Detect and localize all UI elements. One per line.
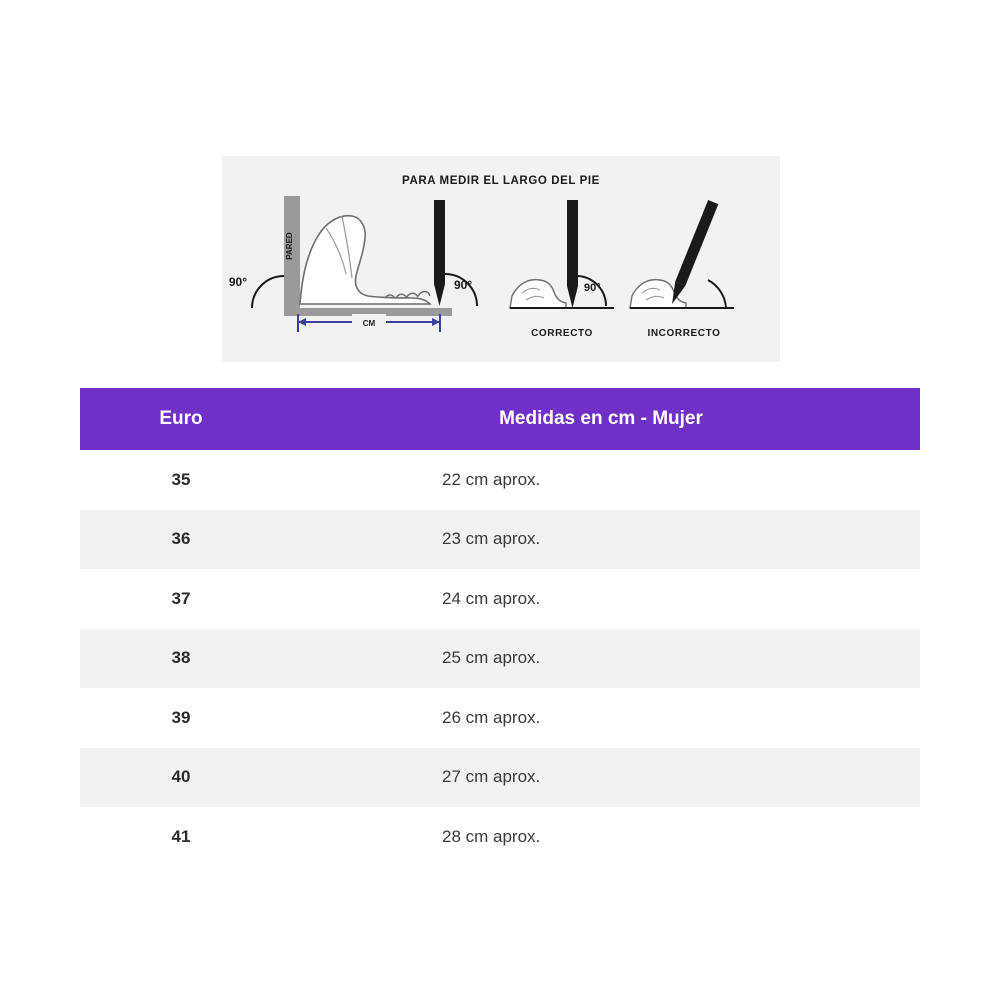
correct-scene [510,200,614,308]
cell-euro: 36 [80,510,282,570]
cell-measure: 22 cm aprox. [282,450,920,510]
table-row [80,688,920,748]
correct-label: CORRECTO [531,328,593,339]
cell-euro: 40 [80,748,282,808]
foot-outline [300,216,430,304]
table-row [80,629,920,689]
incorrect-scene [630,200,734,308]
cell-measure: 28 cm aprox. [282,807,920,867]
cell-measure: 27 cm aprox. [282,748,920,808]
column-header-euro: Euro [80,388,282,450]
cm-label: CM [362,319,376,328]
cell-euro: 37 [80,569,282,629]
table-header-row [80,388,920,450]
column-header-measure: Medidas en cm - Mujer [282,388,920,450]
cell-measure: 23 cm aprox. [282,510,920,570]
table-row [80,807,920,867]
pencil-left-scene [434,200,445,306]
incorrect-label: INCORRECTO [647,328,721,339]
wall-label: PARED [285,232,294,260]
cell-measure: 26 cm aprox. [282,688,920,748]
cell-euro: 35 [80,450,282,510]
table-row [80,450,920,510]
cell-measure: 25 cm aprox. [282,629,920,689]
table-header [80,388,920,450]
cell-euro: 41 [80,807,282,867]
cell-euro: 38 [80,629,282,689]
cell-euro: 39 [80,688,282,748]
angle-right-label: 90° [454,278,473,292]
cell-measure: 24 cm aprox. [282,569,920,629]
foot-measure-illustration [222,156,780,362]
table-body [80,450,920,867]
table-row [80,510,920,570]
diagram-title: PARA MEDIR EL LARGO DEL PIE [402,175,600,187]
angle-correct-label: 90° [584,282,601,294]
table-row [80,569,920,629]
size-table [80,388,920,867]
angle-left-label: 90° [228,275,247,289]
table-row [80,748,920,808]
measure-diagram-panel [222,156,780,362]
